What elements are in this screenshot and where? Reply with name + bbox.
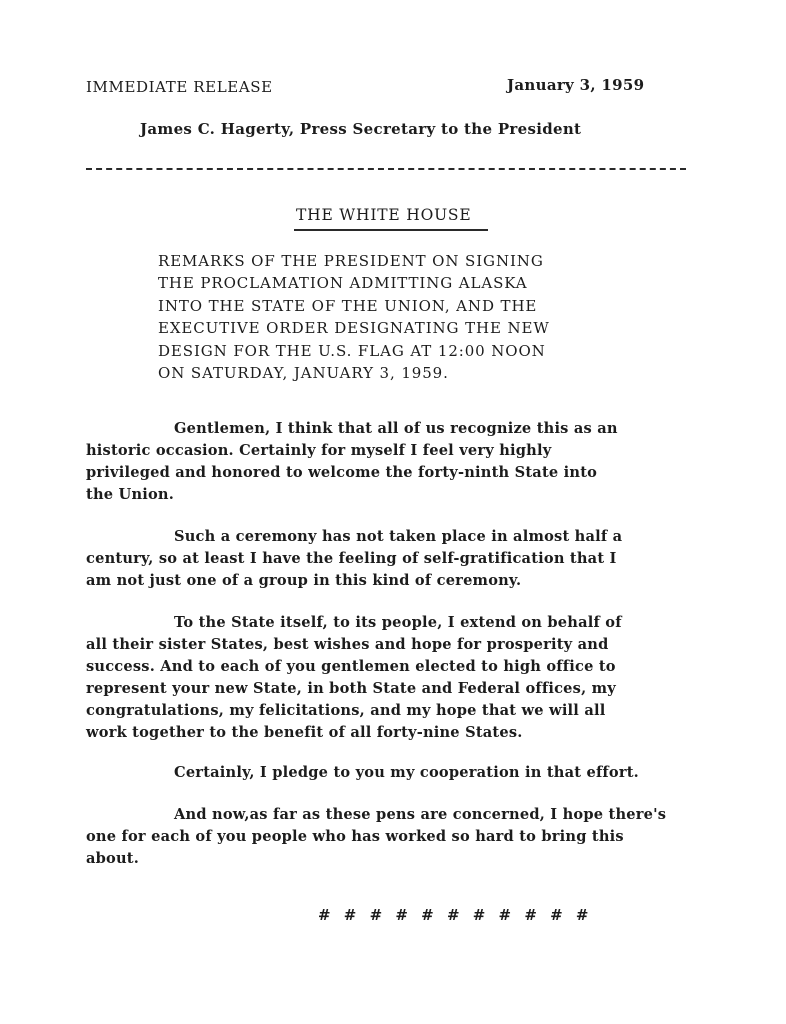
release-date: January 3, 1959 — [507, 76, 645, 94]
paragraph-line: Gentlemen, I think that all of us recognize this as an — [174, 420, 618, 437]
paragraph-line: Such a ceremony has not taken place in almost half a — [174, 528, 623, 545]
press-secretary-line: James C. Hagerty, Press Secretary to the President — [140, 120, 582, 138]
paragraph-line: historic occasion. Certainly for myself I feel very highly — [86, 442, 552, 459]
paragraph-line: about. — [86, 850, 140, 867]
remarks-heading-line: INTO THE STATE OF THE UNION, AND THE — [158, 296, 538, 315]
paragraph-5 — [86, 804, 666, 870]
dashed-divider — [86, 168, 686, 170]
paragraph-3 — [86, 612, 622, 744]
paragraph-line: To the State itself, to its people, I extend on behalf of — [174, 614, 622, 631]
paragraph-line: success. And to each of you gentlemen elected to high office to — [86, 658, 616, 675]
paragraph-line: all their sister States, best wishes and hope for prosperity and — [86, 636, 609, 653]
paragraph-2 — [86, 526, 622, 592]
remarks-heading — [158, 250, 628, 384]
remarks-heading-line: REMARKS OF THE PRESIDENT ON SIGNING — [158, 252, 544, 270]
paragraph-line: represent your new State, in both State and Federal offices, my — [86, 680, 616, 697]
paragraph-4 — [86, 762, 639, 784]
remarks-heading-line: THE PROCLAMATION ADMITTING ALASKA — [158, 274, 528, 293]
paragraph-line: work together to the benefit of all forty-nine States. — [86, 724, 523, 741]
release-label: IMMEDIATE RELEASE — [86, 78, 273, 96]
paragraph-line: the Union. — [86, 486, 175, 503]
title-underline — [294, 229, 488, 231]
document-title: THE WHITE HOUSE — [296, 206, 472, 224]
paragraph-line: congratulations, my felicitations, and my hope that we will all — [86, 702, 606, 719]
paragraph-line: Certainly, I pledge to you my cooperation in that effort. — [174, 764, 639, 781]
end-marks: # # # # # # # # # # # — [318, 906, 593, 924]
paragraph-1 — [86, 418, 618, 506]
paragraph-line: And now,as far as these pens are concerned, I hope there's — [174, 806, 667, 823]
paragraph-line: privileged and honored to welcome the forty-ninth State into — [86, 464, 598, 481]
remarks-heading-line: EXECUTIVE ORDER DESIGNATING THE NEW — [158, 319, 550, 338]
paragraph-line: century, so at least I have the feeling of self-gratification that I — [86, 550, 617, 567]
paragraph-line: one for each of you people who has worked so hard to bring this — [86, 828, 624, 845]
remarks-heading-line: DESIGN FOR THE U.S. FLAG AT 12:00 NOON — [158, 341, 546, 360]
paragraph-line: am not just one of a group in this kind of ceremony. — [86, 572, 522, 589]
remarks-heading-line: ON SATURDAY, JANUARY 3, 1959. — [158, 364, 449, 383]
